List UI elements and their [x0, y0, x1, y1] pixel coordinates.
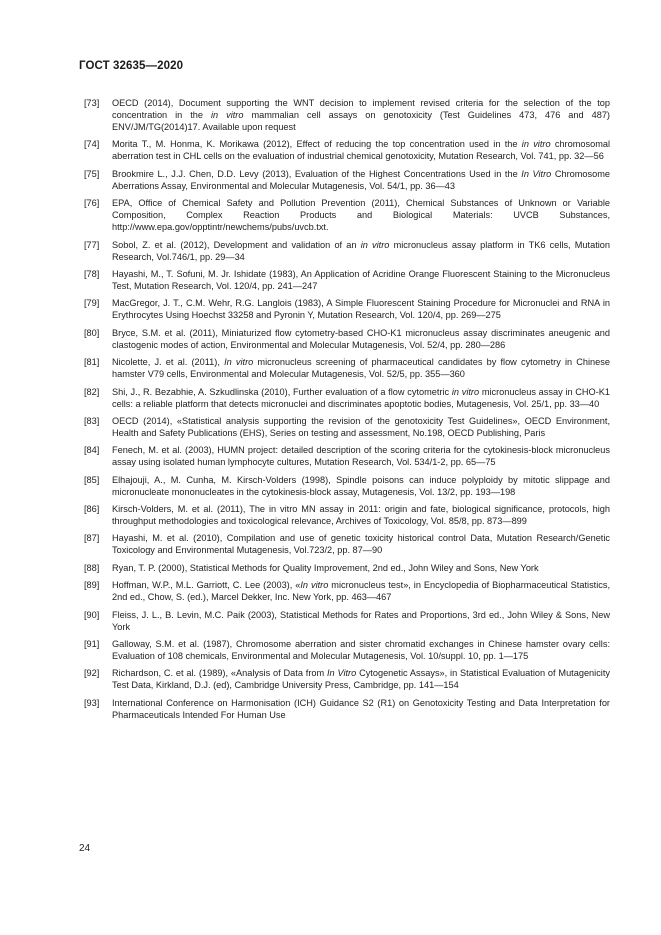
reference-text: [112, 533, 610, 555]
reference-text-segment: chromosomal aberration test in CHL cells on the evaluation of industrial chemical genotoxicity, Mutation Research, Vol. 741, pp. 32—56: [112, 139, 611, 162]
reference-number: [82]: [84, 386, 100, 397]
reference-list: [84, 97, 610, 726]
reference-text-segment: Nicolette, J. et al. (2011),: [112, 357, 225, 368]
reference-text-segment: Sobol, Z. et al. (2012), Development and validation of an: [112, 239, 361, 250]
reference-number: [85]: [84, 474, 100, 485]
reference-item: [84, 697, 610, 721]
reference-italic-text: in vitro: [451, 386, 480, 397]
reference-text: [112, 240, 610, 262]
reference-text-segment: micronucleus assay in CHO-K1 cells: a reliable platform that detects micronuclei and discriminates apoptotic bodies, Mutagenesis, Vol. 25/1, pp. 33—40: [112, 386, 611, 409]
reference-item: [84, 138, 610, 162]
reference-number: [83]: [84, 415, 100, 426]
reference-number: [88]: [84, 562, 100, 573]
reference-text-segment: Fenech, M. et al. (2003), HUMN project: detailed description of the scoring criteria for the cytokinesis-block micronucleus assay using isolated human lymphocyte cultures, Mutation Research, Vol. 534/1-2, pp. 65—75: [112, 445, 610, 468]
reference-text: [112, 269, 610, 291]
reference-text-segment: Ryan, T. P. (2000), Statistical Methods for Quality Improvement, 2nd ed., John Wiley and Sons, New York: [112, 562, 539, 573]
reference-italic-text: in vitro: [211, 110, 244, 120]
reference-text: [112, 416, 610, 438]
reference-text: [112, 580, 610, 602]
reference-italic-text: In vitro: [224, 357, 254, 368]
reference-item: [84, 532, 610, 556]
reference-text: [112, 668, 610, 690]
reference-text: [112, 98, 610, 132]
page-number: 24: [79, 843, 91, 854]
reference-text: [112, 139, 610, 161]
reference-text-segment: Hoffman, W.P., M.L. Garriott, C. Lee (2003), «: [112, 580, 301, 591]
reference-text: [112, 504, 610, 526]
reference-number: [73]: [84, 98, 100, 108]
reference-item: [84, 268, 610, 292]
reference-italic-text: in vitro: [360, 239, 390, 250]
reference-text-segment: Galloway, S.M. et al. (1987), Chromosome aberration and sister chromatid exchanges in Chinese hamster ovary cells: Evaluation of 108 chemicals, Environmental and Molecular Mutagenesis, Vol. 10/suppl. 10, pp. 1—175: [112, 639, 610, 662]
reference-item: [84, 474, 610, 498]
reference-text-segment: Richardson, C. et al. (1989), «Analysis of Data from: [112, 668, 327, 679]
reference-text: [112, 698, 610, 720]
reference-item: [84, 97, 610, 133]
reference-item: [84, 562, 610, 574]
reference-number: [80]: [84, 327, 100, 338]
reference-text-segment: Hayashi, M., T. Sofuni, M. Jr. Ishidate (1983), An Application of Acridine Orange Fluorescent Staining to the Micronucleus Test, Mutation Research, Vol. 120/4, pp. 241—247: [112, 268, 610, 291]
reference-text-segment: International Conference on Harmonisation (ICH) Guidance S2 (R1) on Genotoxicity Testing and Data Interpretation for Pharmaceuticals Intended For Human Use: [112, 697, 610, 720]
reference-text: [112, 387, 610, 409]
reference-text: [112, 475, 610, 497]
reference-text-segment: Morita T., M. Honma, K. Morikawa (2012), Effect of reducing the top concentration used in the: [112, 139, 522, 150]
reference-number: [74]: [84, 139, 100, 150]
reference-text-segment: Kirsch-Volders, M. et al. (2011), The in vitro MN assay in 2011: origin and fate, biological significance, protocols, high throughput methodologies and toxicological relevance, Archives of Toxicology, Vol. 85/8, pp. 873—899: [112, 504, 610, 527]
reference-text: [112, 328, 610, 350]
reference-number: [92]: [84, 668, 100, 679]
reference-text-segment: Brookmire L., J.J. Chen, D.D. Levy (2013), Evaluation of the Highest Concentrations Used in the: [112, 168, 522, 179]
reference-number: [79]: [84, 298, 100, 309]
reference-number: [78]: [84, 268, 100, 279]
reference-item: [84, 609, 610, 633]
reference-text-segment: EPA, Office of Chemical Safety and Pollution Prevention (2011), Chemical Substances of Unknown or Variable Composition, Complex Reaction Products and Biological Materials: UVCB Substances, http://www.epa.gov/opptintr/newchems/pubs/uvcb.txt.: [112, 198, 610, 233]
reference-item: [84, 197, 610, 233]
reference-item: [84, 239, 610, 263]
reference-text-segment: Shi, J., R. Bezabhie, A. Szkudlinska (2010), Further evaluation of a flow cytometric: [112, 386, 452, 397]
reference-number: [90]: [84, 609, 100, 620]
reference-text: [112, 357, 610, 379]
reference-item: [84, 415, 610, 439]
reference-text-segment: mammalian cell assays on genotoxicity (Test Guidelines 473, 476 and 487) ENV/JM/TG(2014)17. Available upon request: [112, 110, 610, 132]
reference-text-segment: micronucleus test», in Encyclopedia of Biopharmaceutical Statistics, 2nd ed., Chow, S. (ed.), Marcel Dekker, Inc. New York, pp. 463—467: [112, 580, 610, 603]
reference-number: [86]: [84, 504, 100, 515]
reference-item: [84, 168, 610, 192]
reference-item: [84, 667, 610, 691]
reference-number: [75]: [84, 168, 100, 179]
reference-text: [112, 169, 610, 191]
reference-number: [81]: [84, 357, 100, 368]
reference-text: [112, 298, 610, 320]
reference-italic-text: In Vitro: [521, 168, 552, 179]
reference-number: [93]: [84, 697, 100, 708]
reference-text-segment: Chromosome Aberrations Assay, Environmental and Molecular Mutagenesis, Vol. 54/1, pp. 36—43: [112, 168, 610, 191]
reference-number: [91]: [84, 639, 100, 650]
reference-text-segment: Bryce, S.M. et al. (2011), Miniaturized flow cytometry-based CHO-K1 micronucleus assay discriminates aneugenic and clastogenic modes of action, Environmental and Molecular Mutagenesis, Vol. 52/4, pp. 280—286: [112, 327, 610, 350]
reference-number: [89]: [84, 580, 100, 591]
reference-number: [77]: [84, 239, 100, 250]
reference-text-segment: micronucleus assay platform in TK6 cells, Mutation Research, Vol.746/1, pp. 29—34: [112, 239, 611, 262]
document-header: ГОСТ 32635—2020: [79, 60, 184, 72]
reference-text: [112, 445, 610, 467]
reference-item: [84, 356, 610, 380]
reference-number: [87]: [84, 533, 100, 544]
reference-text: [112, 639, 610, 661]
reference-item: [84, 444, 610, 468]
reference-item: [84, 503, 610, 527]
reference-text: [112, 610, 610, 632]
reference-number: [76]: [84, 198, 100, 209]
reference-text-segment: Elhajouji, A., M. Cunha, M. Kirsch-Volders (1998), Spindle poisons can induce polyploidy by mitotic slippage and micronucleate mononucleates in the cytokinesis-block assay, Mutagenesis, Vol. 13/2, pp. 193—198: [112, 474, 610, 497]
reference-italic-text: In Vitro: [327, 668, 357, 679]
reference-item: [84, 638, 610, 662]
reference-italic-text: In vitro: [300, 580, 329, 591]
reference-text: [112, 563, 539, 573]
reference-italic-text: in vitro: [521, 139, 551, 150]
reference-text-segment: Cytogenetic Assays», in Statistical Evaluation of Mutagenicity Test Data, Kirkland, D.J. (ed), Cambridge University Press, Cambridge, pp. 141—154: [112, 668, 610, 691]
reference-item: [84, 386, 610, 410]
reference-text-segment: MacGregor, J. T., C.M. Wehr, R.G. Langlois (1983), A Simple Fluorescent Staining Procedure for Micronuclei and RNA in Erythrocytes Using Hoechst 33258 and Pyronin Y, Mutation Research, Vol. 120/4, pp. 269—275: [112, 298, 610, 321]
reference-text-segment: Hayashi, M. et al. (2010), Compilation and use of genetic toxicity historical control Data, Mutation Research/Genetic Toxicology and Environmental Mutagenesis, Vol.723/2, pp. 87—90: [112, 533, 610, 556]
reference-text-segment: OECD (2014), «Statistical analysis supporting the revision of the genotoxicity Test Guidelines», OECD Environment, Health and Safety Publications (EHS), Series on testing and assessment, No.198, OECD Publishing, Paris: [112, 415, 610, 438]
reference-text: [112, 198, 610, 232]
reference-item: [84, 579, 610, 603]
reference-item: [84, 327, 610, 351]
reference-text-segment: OECD (2014), Document supporting the WNT decision to implement revised criteria for the selection of the top concentration in the: [112, 98, 610, 120]
reference-text-segment: micronucleus screening of pharmaceutical candidates by flow cytometry in Chinese hamster V79 cells, Environmental and Molecular Mutagenesis, Vol. 52/5, pp. 355—360: [112, 357, 610, 380]
reference-text-segment: Fleiss, J. L., B. Levin, M.C. Paik (2003), Statistical Methods for Rates and Proportions, 3rd ed., John Wiley & Sons, New York: [112, 609, 610, 632]
reference-number: [84]: [84, 445, 100, 456]
reference-item: [84, 297, 610, 321]
